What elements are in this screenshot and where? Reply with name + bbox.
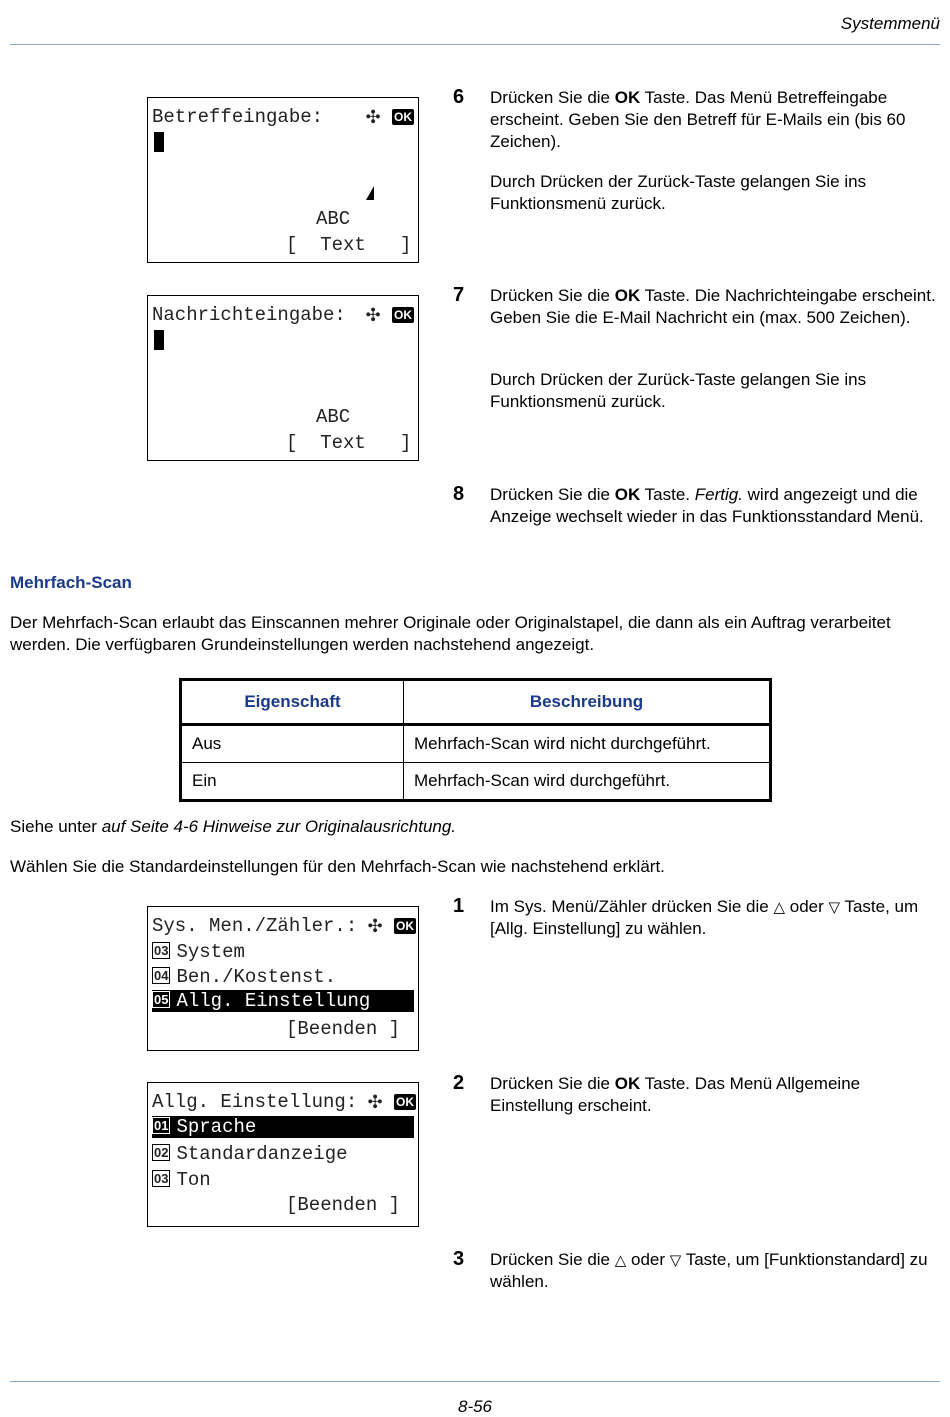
lcd-nav-ok [368, 1092, 417, 1114]
table-cell: Mehrfach-Scan wird durchgeführt. [404, 763, 771, 801]
running-header: Systemmenü [840, 14, 940, 33]
settings-table [179, 678, 772, 802]
table-header-cell: Eigenschaft [181, 680, 404, 725]
input-mode-indicator-icon [366, 186, 374, 200]
ok-key-icon: OK [396, 919, 414, 933]
text-cursor-icon [154, 132, 164, 152]
lcd-title: Nachrichteingabe: [152, 304, 346, 326]
instruction-line: Wählen Sie die Standardeinstellungen für den Mehrfach-Scan wie nachstehend erklärt. [10, 857, 665, 876]
lcd-menu-item: 04 Ben./Kostenst. [154, 966, 337, 988]
lcd-softkey-text: [Beenden ] [286, 1018, 401, 1040]
down-arrow-icon: ▽ [828, 898, 841, 916]
step-note: Durch Drücken der Zurück-Taste gelangen Sie ins Funktionsmenü zurück. [490, 370, 867, 411]
section-title: Mehrfach-Scan [10, 573, 132, 592]
table-cell: Ein [181, 763, 404, 801]
step-note: Durch Drücken der Zurück-Taste gelangen Sie ins Funktionsmenü zurück. [490, 172, 867, 213]
lcd-menu-item: 02 Standardanzeige [154, 1143, 348, 1165]
ok-key-icon: OK [394, 308, 412, 322]
four-way-arrows-icon: ✣ [365, 305, 381, 326]
lcd-subject-entry [147, 97, 419, 263]
lcd-title: Sys. Men./Zähler.: [152, 915, 358, 937]
four-way-arrows-icon: ✣ [367, 1092, 383, 1113]
lcd-menu-item-selected: 05 Allg. Einstellung [152, 990, 414, 1012]
four-way-arrows-icon: ✣ [365, 107, 381, 128]
table-header-cell: Beschreibung [404, 680, 771, 725]
step-text: Drücken Sie die OK Taste. Das Menü Betreffeingabe erscheint. Geben Sie den Betreff für E-Mails ein (bis 60 Zeichen). [490, 88, 906, 151]
table-row [181, 725, 771, 763]
step-text: Drücken Sie die OK Taste. Fertig. wird angezeigt und die Anzeige wechselt wieder in das Funktionsstandard Menü. [490, 485, 924, 526]
step-number: 6 [453, 86, 465, 108]
step-text: Drücken Sie die OK Taste. Das Menü Allgemeine Einstellung erscheint. [490, 1074, 861, 1115]
lcd-nav-ok [366, 107, 415, 129]
down-arrow-icon: ▽ [669, 1251, 682, 1269]
lcd-nav-ok [366, 305, 415, 327]
lcd-softkey-text: [ Text ] [286, 234, 412, 256]
lcd-softkey-text: [ Text ] [286, 432, 412, 454]
lcd-input-mode: ABC [316, 208, 351, 230]
intro-paragraph: Der Mehrfach-Scan erlaubt das Einscannen mehrer Originale oder Originalstapel, die dann als ein Auftrag verarbeitet werden. Die verfügbaren Grundeinstellungen werden nachstehend angezeigt. [10, 613, 891, 654]
step-number: 1 [453, 895, 465, 917]
up-arrow-icon: △ [614, 1251, 627, 1269]
lcd-message-entry [147, 295, 419, 461]
table-cell: Mehrfach-Scan wird nicht durchgeführt. [404, 725, 771, 763]
ok-key-icon: OK [394, 110, 412, 124]
up-arrow-icon: △ [773, 898, 786, 916]
lcd-general-settings [147, 1082, 419, 1227]
text-cursor-icon [154, 330, 164, 350]
step-number: 7 [453, 284, 465, 306]
lcd-title: Allg. Einstellung: [152, 1091, 358, 1113]
step-text: Drücken Sie die OK Taste. Die Nachrichteingabe erscheint. Geben Sie die E-Mail Nachricht ein (max. 500 Zeichen). [490, 286, 936, 327]
table-row [181, 763, 771, 801]
lcd-menu-item-selected: 01 Sprache [152, 1116, 414, 1138]
lcd-menu-item: 03 Ton [154, 1169, 211, 1191]
step-number: 8 [453, 483, 465, 505]
lcd-title: Betreffeingabe: [152, 106, 324, 128]
lcd-system-menu [147, 906, 419, 1051]
reference-line: Siehe unter auf Seite 4-6 Hinweise zur Originalausrichtung. [10, 817, 457, 836]
header-rule [10, 44, 940, 45]
step-number: 2 [453, 1072, 465, 1094]
step-text: Drücken Sie die △ oder ▽ Taste, um [Funktionstandard] zu wählen. [490, 1250, 928, 1291]
lcd-menu-item: 03 System [154, 941, 245, 963]
four-way-arrows-icon: ✣ [367, 916, 383, 937]
step-number: 3 [453, 1248, 465, 1270]
lcd-nav-ok [368, 916, 417, 938]
lcd-softkey-text: [Beenden ] [286, 1194, 401, 1216]
lcd-input-mode: ABC [316, 406, 351, 428]
step-text: Im Sys. Menü/Zähler drücken Sie die △ oder ▽ Taste, um [Allg. Einstellung] zu wählen. [490, 897, 919, 938]
footer-rule [10, 1381, 940, 1382]
ok-key-icon: OK [396, 1095, 414, 1109]
page-number: 8-56 [457, 1397, 493, 1416]
table-header-row [181, 680, 771, 725]
table-cell: Aus [181, 725, 404, 763]
